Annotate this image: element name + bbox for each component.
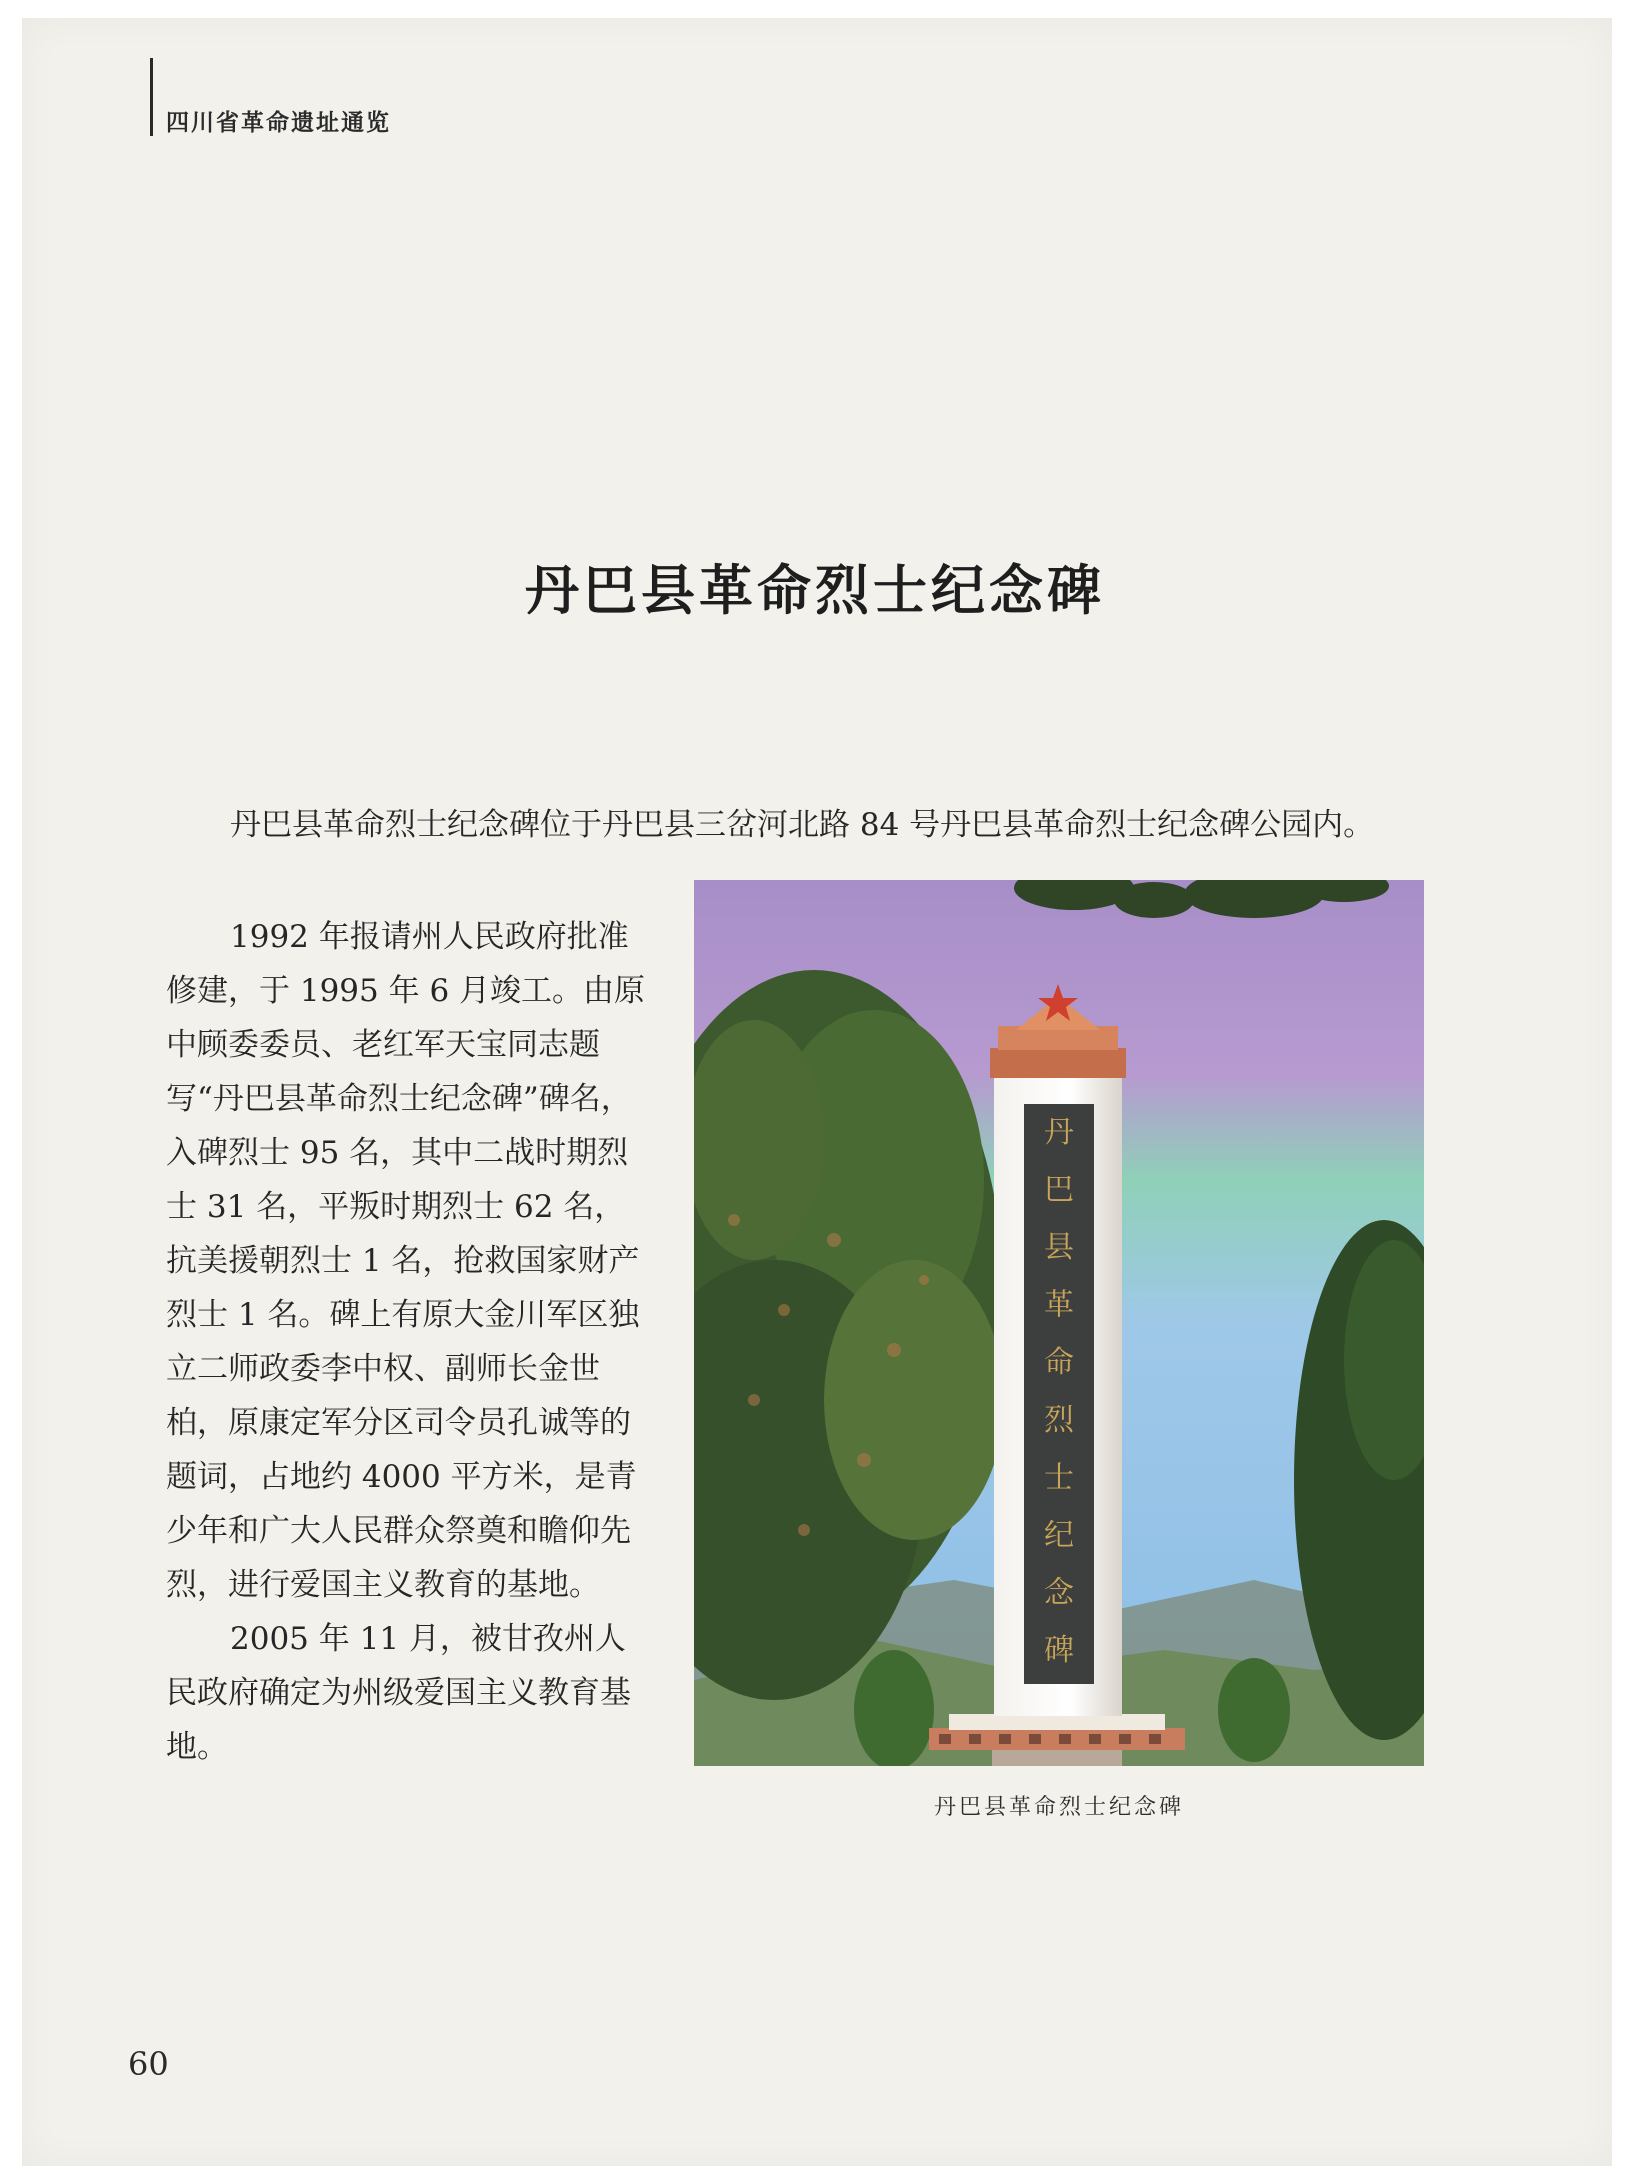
inscription-char: 县 — [1044, 1230, 1074, 1266]
monument-photo — [694, 880, 1424, 1766]
inscription-char: 士 — [1044, 1460, 1074, 1496]
inscription-char: 革 — [1044, 1287, 1074, 1323]
photo-caption: 丹巴县革命烈士纪念碑 — [933, 1795, 1184, 1820]
designation-paragraph: 2005 年 11 月，被甘孜州人民政府确定为州级爱国主义教育基地。 — [166, 1621, 631, 1765]
running-header: 四川省革命遗址通览 — [166, 110, 391, 136]
inscription-char: 念 — [1044, 1575, 1074, 1611]
intro-paragraph: 丹巴县革命烈士纪念碑位于丹巴县三岔河北路 84 号丹巴县革命烈士纪念碑公园内。 — [230, 807, 1375, 843]
inscription-char: 巴 — [1044, 1172, 1074, 1208]
header-rule — [150, 58, 153, 136]
inscription-char: 命 — [1044, 1345, 1074, 1381]
article-title: 丹巴县革命烈士纪念碑 — [525, 558, 1105, 623]
body-text-column — [166, 910, 656, 1774]
inscription-char: 纪 — [1044, 1517, 1074, 1553]
page-number: 60 — [128, 2045, 169, 2083]
inscription-char: 碑 — [1044, 1633, 1074, 1668]
inscription-char: 丹 — [1044, 1115, 1074, 1150]
inscription-char: 烈 — [1044, 1402, 1074, 1438]
history-paragraph: 1992 年报请州人民政府批准修建，于 1995 年 6 月竣工。由原中顾委委员、老红军天宝同志题写“丹巴县革命烈士纪念碑”碑名，入碑烈士 95 名，其中二战时期烈士 31 名，平叛时期烈士 62 名，抗美援朝烈士 1 名，抢救国家财产烈士 1 名。碑上有原大金川军区独立二师政委李中权、副师长金世柏，原康定军分区司令员孔诚等的题词，占地约 4000 平方米，是青少年和广大人民群众祭奠和瞻仰先烈，进行爱国主义教育的基地。 — [166, 919, 646, 1603]
